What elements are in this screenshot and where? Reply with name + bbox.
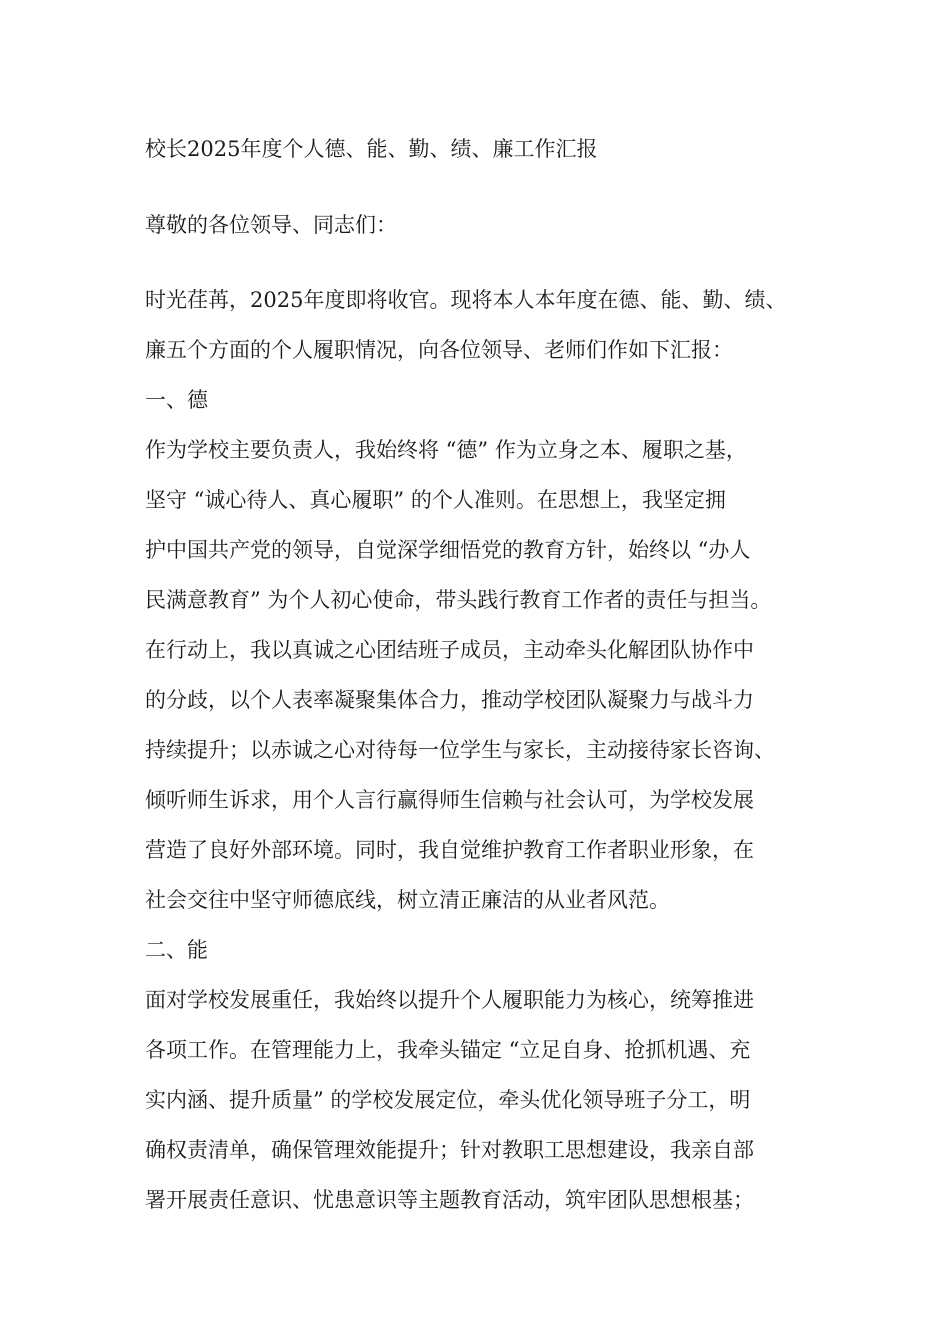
section-heading-de: 一、德 (145, 388, 208, 412)
paragraph-line: 持续提升；以赤诚之心对待每一位学生与家长，主动接待家长咨询、 (145, 738, 775, 762)
paragraph-line: 坚守 “诚心待人、真心履职” 的个人准则。在思想上，我坚定拥 (145, 488, 726, 512)
paragraph-line: 民满意教育” 为个人初心使命，带头践行教育工作者的责任与担当。 (145, 588, 772, 612)
paragraph-line: 面对学校发展重任，我始终以提升个人履职能力为核心，统筹推进 (145, 988, 754, 1012)
paragraph-line: 各项工作。在管理能力上，我牵头锚定 “立足自身、抢抓机遇、充 (145, 1038, 751, 1062)
paragraph-line: 实内涵、提升质量” 的学校发展定位，牵头优化领导班子分工，明 (145, 1088, 751, 1112)
paragraph-line: 作为学校主要负责人，我始终将 “德” 作为立身之本、履职之基， (145, 438, 747, 462)
paragraph-line: 的分歧，以个人表率凝聚集体合力，推动学校团队凝聚力与战斗力 (145, 688, 754, 712)
paragraph-line: 确权责清单，确保管理效能提升；针对教职工思想建设，我亲自部 (145, 1138, 754, 1162)
paragraph-line: 倾听师生诉求，用个人言行赢得师生信赖与社会认可，为学校发展 (145, 788, 754, 812)
paragraph-line: 社会交往中坚守师德底线，树立清正廉洁的从业者风范。 (145, 888, 670, 912)
document-title: 校长2025年度个人德、能、勤、绩、廉工作汇报 (145, 137, 598, 161)
paragraph-line: 护中国共产党的领导，自觉深学细悟党的教育方针，始终以 “办人 (145, 538, 751, 562)
paragraph-line: 署开展责任意识、忧患意识等主题教育活动，筑牢团队思想根基； (145, 1188, 754, 1212)
paragraph-line: 在行动上，我以真诚之心团结班子成员，主动牵头化解团队协作中 (145, 638, 754, 662)
paragraph-line: 营造了良好外部环境。同时，我自觉维护教育工作者职业形象，在 (145, 838, 754, 862)
salutation: 尊敬的各位领导、同志们： (145, 213, 397, 237)
paragraph-line: 时光荏苒，2025年度即将收官。现将本人本年度在德、能、勤、绩、 (145, 288, 787, 312)
paragraph-line: 廉五个方面的个人履职情况，向各位领导、老师们作如下汇报： (145, 338, 733, 362)
section-heading-neng: 二、能 (145, 938, 208, 962)
